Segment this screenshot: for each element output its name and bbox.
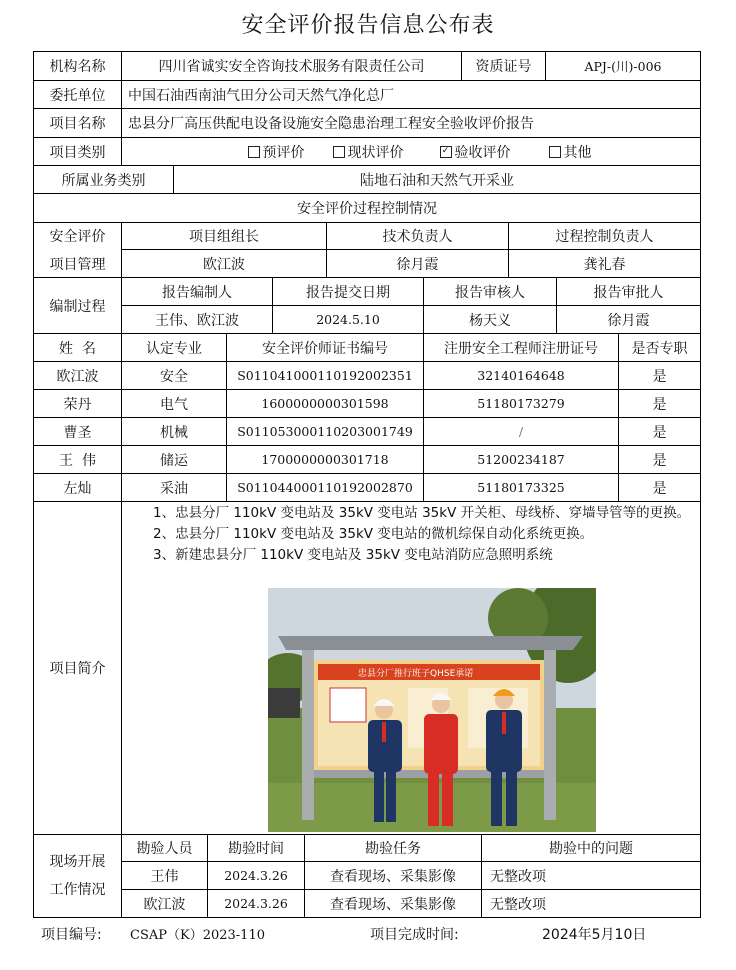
site-issue: 无整改项 (490, 896, 546, 913)
site-issue: 无整改项 (490, 868, 546, 885)
management-label-2: 项目管理 (49, 256, 106, 273)
staff-cert: S011044000110192002870 (237, 480, 413, 495)
category-option-other: 其他 (540, 138, 600, 165)
intro-line: 3、新建忠县分厂 110kV 变电站及 35kV 变电站消防应急照明系统 (153, 547, 553, 563)
board-caption: 忠县分厂推行班子QHSE承诺 (358, 669, 474, 679)
staff-cert: S011041000110192002351 (237, 368, 413, 383)
staff-name: 左灿 (63, 480, 92, 497)
category-label: 项目类别 (49, 144, 106, 161)
compile-label: 编制过程 (49, 298, 106, 315)
footer-code-label: 项目编号: (41, 927, 102, 943)
site-header: 勘验时间 (228, 841, 284, 857)
compile-value: 2024.5.10 (316, 312, 380, 327)
staff-header: 姓 名 (59, 340, 96, 357)
category-option-acceptance: ✓ 验收评价 (430, 138, 520, 165)
staff-major: 储运 (160, 452, 188, 469)
staff-name: 欧江波 (56, 368, 99, 385)
site-label-1: 现场开展 (49, 854, 106, 870)
footer-done-label: 项目完成时间: (370, 927, 459, 943)
checked-checkbox-icon: ✓ (440, 146, 452, 158)
process-title: 安全评价过程控制情况 (297, 201, 437, 217)
org-value: 四川省诚实安全咨询技术服务有限责任公司 (158, 59, 425, 75)
compile-header: 报告审批人 (593, 284, 664, 301)
page-title: 安全评价报告信息公布表 (241, 13, 495, 38)
staff-reg: / (518, 424, 524, 439)
site-inspector: 欧江波 (143, 896, 186, 913)
staff-reg: 51180173325 (477, 480, 565, 495)
staff-fulltime: 是 (652, 396, 667, 413)
staff-header: 安全评价师证书编号 (262, 340, 388, 357)
management-header: 技术负责人 (382, 229, 453, 245)
checkbox-icon (549, 146, 561, 158)
site-inspector: 王伟 (150, 868, 179, 885)
compile-header: 报告提交日期 (306, 284, 390, 301)
footer-done-value: 2024年5月10日 (542, 927, 647, 943)
staff-fulltime: 是 (652, 452, 667, 469)
management-value: 龚礼春 (583, 256, 626, 273)
client-value: 中国石油西南油气田分公司天然气净化总厂 (128, 87, 394, 104)
management-header: 项目组组长 (189, 229, 259, 245)
checkbox-icon (248, 146, 260, 158)
management-label-1: 安全评价 (49, 229, 106, 245)
staff-major: 机械 (160, 424, 188, 441)
compile-header: 报告编制人 (162, 284, 232, 301)
staff-major: 采油 (160, 480, 188, 497)
industry-label: 所属业务类别 (61, 172, 146, 189)
compile-header: 报告审核人 (455, 284, 525, 301)
site-date: 2024.3.26 (224, 868, 288, 883)
staff-name: 荣丹 (63, 396, 92, 413)
staff-name: 王 伟 (59, 452, 96, 469)
staff-header: 是否专职 (631, 340, 688, 357)
category-option-status: 现状评价 (323, 138, 413, 165)
staff-header: 注册安全工程师注册证号 (444, 340, 598, 357)
project-value: 忠县分厂高压供配电设备设施安全隐患治理工程安全验收评价报告 (128, 116, 534, 132)
staff-cert: S011053000110203001749 (237, 424, 413, 439)
site-task: 查看现场、采集影像 (330, 896, 456, 913)
intro-line: 2、忠县分厂 110kV 变电站及 35kV 变电站的微机综保自动化系统更换。 (153, 526, 594, 542)
category-option-pre: 预评价 (236, 138, 316, 165)
management-header: 过程控制负责人 (555, 229, 654, 245)
compile-value: 杨天义 (469, 312, 511, 329)
cert-value: APJ-(川)-006 (584, 59, 662, 74)
staff-reg: 51200234187 (477, 452, 565, 467)
management-value: 徐月霞 (396, 256, 439, 273)
compile-value: 王伟、欧江波 (155, 312, 239, 329)
industry-value: 陆地石油和天然气开采业 (360, 172, 514, 189)
staff-reg: 32140164648 (477, 368, 565, 383)
client-label: 委托单位 (49, 87, 106, 104)
staff-major: 安全 (160, 368, 188, 385)
org-label: 机构名称 (49, 59, 106, 75)
management-value: 欧江波 (203, 256, 245, 273)
site-date: 2024.3.26 (224, 896, 288, 911)
footer-code-value: CSAP（K）2023-110 (130, 928, 265, 943)
checkbox-icon (333, 146, 345, 158)
intro-line: 1、忠县分厂 110kV 变电站及 35kV 变电站 35kV 开关柜、母线桥、穿墙导管等的更换。 (153, 505, 691, 521)
staff-fulltime: 是 (652, 424, 667, 441)
staff-fulltime: 是 (652, 368, 667, 385)
site-header: 勘验人员 (136, 841, 193, 857)
site-header: 勘验任务 (365, 841, 421, 857)
staff-name: 曹圣 (63, 424, 92, 441)
site-task: 查看现场、采集影像 (330, 868, 456, 885)
staff-cert: 1600000000301598 (261, 396, 389, 411)
intro-text (125, 503, 700, 566)
compile-value: 徐月霞 (607, 312, 650, 329)
staff-header: 认定专业 (146, 340, 202, 357)
site-photo (268, 588, 596, 832)
site-label-2: 工作情况 (49, 882, 106, 898)
cert-label: 资质证号 (475, 59, 532, 75)
staff-cert: 1700000000301718 (261, 452, 389, 467)
staff-reg: 51180173279 (477, 396, 565, 411)
site-header: 勘验中的问题 (549, 841, 633, 857)
project-label: 项目名称 (49, 116, 106, 132)
staff-fulltime: 是 (652, 480, 667, 497)
staff-major: 电气 (160, 396, 188, 413)
intro-label: 项目简介 (49, 661, 106, 677)
